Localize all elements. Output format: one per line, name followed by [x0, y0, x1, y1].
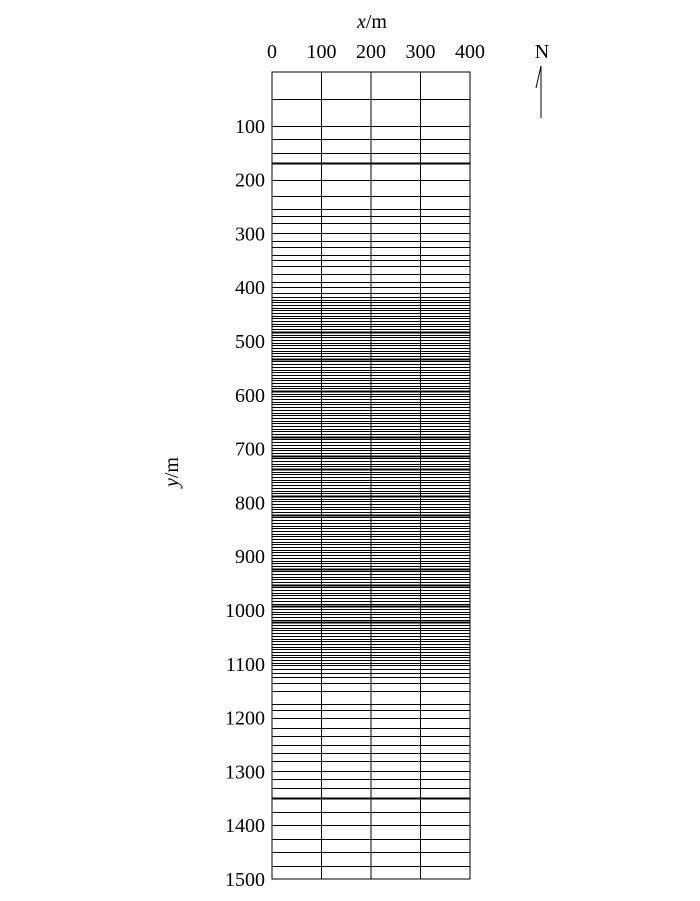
x-tick-label: 0	[267, 41, 277, 63]
y-tick-label: 800	[235, 492, 265, 515]
y-tick-label: 300	[235, 223, 265, 246]
x-tick-label: 400	[455, 41, 485, 63]
x-axis-title-unit: /m	[365, 11, 388, 33]
y-tick-label: 200	[235, 169, 265, 192]
y-tick-label: 700	[235, 438, 265, 461]
x-tick-labels	[267, 41, 485, 63]
y-axis-title	[161, 457, 183, 489]
north-arrow-head	[536, 66, 541, 88]
north-arrow-icon	[535, 41, 549, 118]
y-tick-label: 1200	[225, 707, 265, 730]
y-axis-title-unit: /m	[161, 456, 183, 479]
x-tick-label: 100	[306, 41, 337, 63]
x-tick-label: 300	[405, 41, 436, 63]
north-label: N	[534, 41, 550, 63]
x-axis-title-var: x	[356, 11, 366, 33]
y-tick-label: 900	[235, 546, 265, 569]
y-tick-label: 1000	[225, 600, 265, 622]
y-tick-label: 1500	[225, 869, 265, 891]
y-tick-label: 1100	[225, 653, 265, 676]
y-tick-labels	[225, 116, 265, 891]
y-tick-label: 1400	[225, 815, 265, 838]
y-tick-label: 600	[235, 384, 265, 407]
x-tick-label: 200	[356, 41, 386, 63]
y-tick-label: 100	[235, 115, 265, 138]
y-tick-label: 400	[235, 277, 265, 300]
grid-vertical	[322, 72, 421, 879]
y-tick-label: 500	[235, 331, 265, 353]
y-tick-label: 1300	[225, 761, 265, 784]
x-axis-title	[356, 11, 387, 33]
y-axis-title-var: y	[161, 478, 183, 488]
